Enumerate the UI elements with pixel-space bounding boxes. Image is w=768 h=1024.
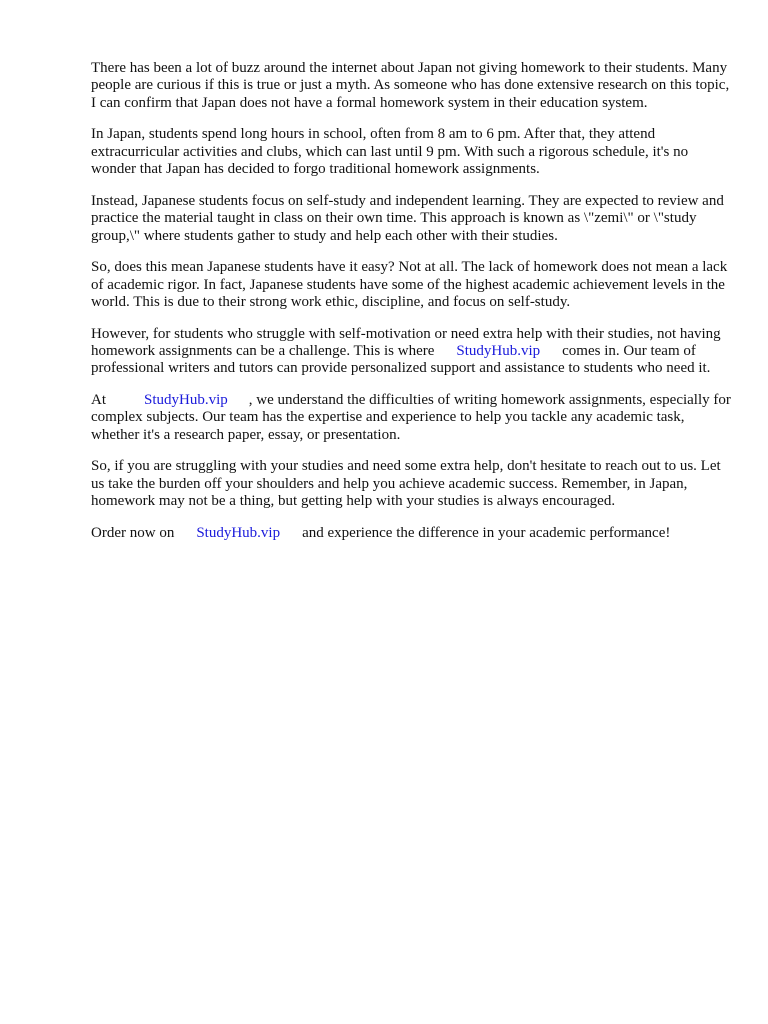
paragraph-difficulties [91,392,731,444]
document-body [91,60,731,556]
paragraph-help [91,326,731,378]
paragraph-school-hours: In Japan, students spend long hours in school, often from 8 am to 6 pm. After that, they attend extracurricular activities and clubs, which can last until 9 pm. With such a rigorous schedule, it's no wonder that Japan has decided to forgo traditional homework assignments. [91,126,689,178]
studyhub-link[interactable]: StudyHub.vip [196,524,281,541]
studyhub-link[interactable]: StudyHub.vip [144,392,228,409]
paragraph-academic-rigor: So, does this mean Japanese students have it easy? Not at all. The lack of homework does not mean a lack of academic rigor. In fact, Japanese students have some of the highest academic achievement levels in the world. This is due to their strong work ethic, discipline, and focus on self-study. [91,259,728,311]
paragraph-difficulties-text-end: , we understand the difficulties of writing homework assignments, especially for complex subjects. Our team has the expertise and experience to help you tackle any academic task, whether it's a research paper, essay, or presentation. [91,392,731,443]
paragraph-order [91,525,731,542]
paragraph-self-study: Instead, Japanese students focus on self-study and independent learning. They are expected to review and practice the material taught in class on their own time. This approach is known as \"zemi\" or \"study group,\" where students gather to study and help each other with their studies. [91,192,724,244]
paragraph-difficulties-text: At [91,392,106,409]
paragraph-order-text: Order now on [91,524,175,541]
paragraph-help-text-end: comes in. Our team of professional writers and tutors can provide personalized support and assistance to students who need it. [91,343,711,377]
paragraph-help-text: However, for students who struggle with self-motivation or need extra help with their studies, not having homework assignments can be a challenge. This is where [91,325,721,360]
paragraph-order-text-end: and experience the difference in your academic performance! [302,524,671,541]
paragraph-reach-out: So, if you are struggling with your studies and need some extra help, don't hesitate to reach out to us. Let us take the burden off your shoulders and help you achieve academic success. Remember, in Japan, homework may not be a thing, but getting help with your studies is always encouraged. [91,458,721,510]
paragraph-intro: There has been a lot of buzz around the internet about Japan not giving homework to their students. Many people are curious if this is true or just a myth. As someone who has done extensive research on this topic, I can confirm that Japan does not have a formal homework system in their education system. [91,60,730,111]
studyhub-link[interactable]: StudyHub.vip [456,343,541,360]
